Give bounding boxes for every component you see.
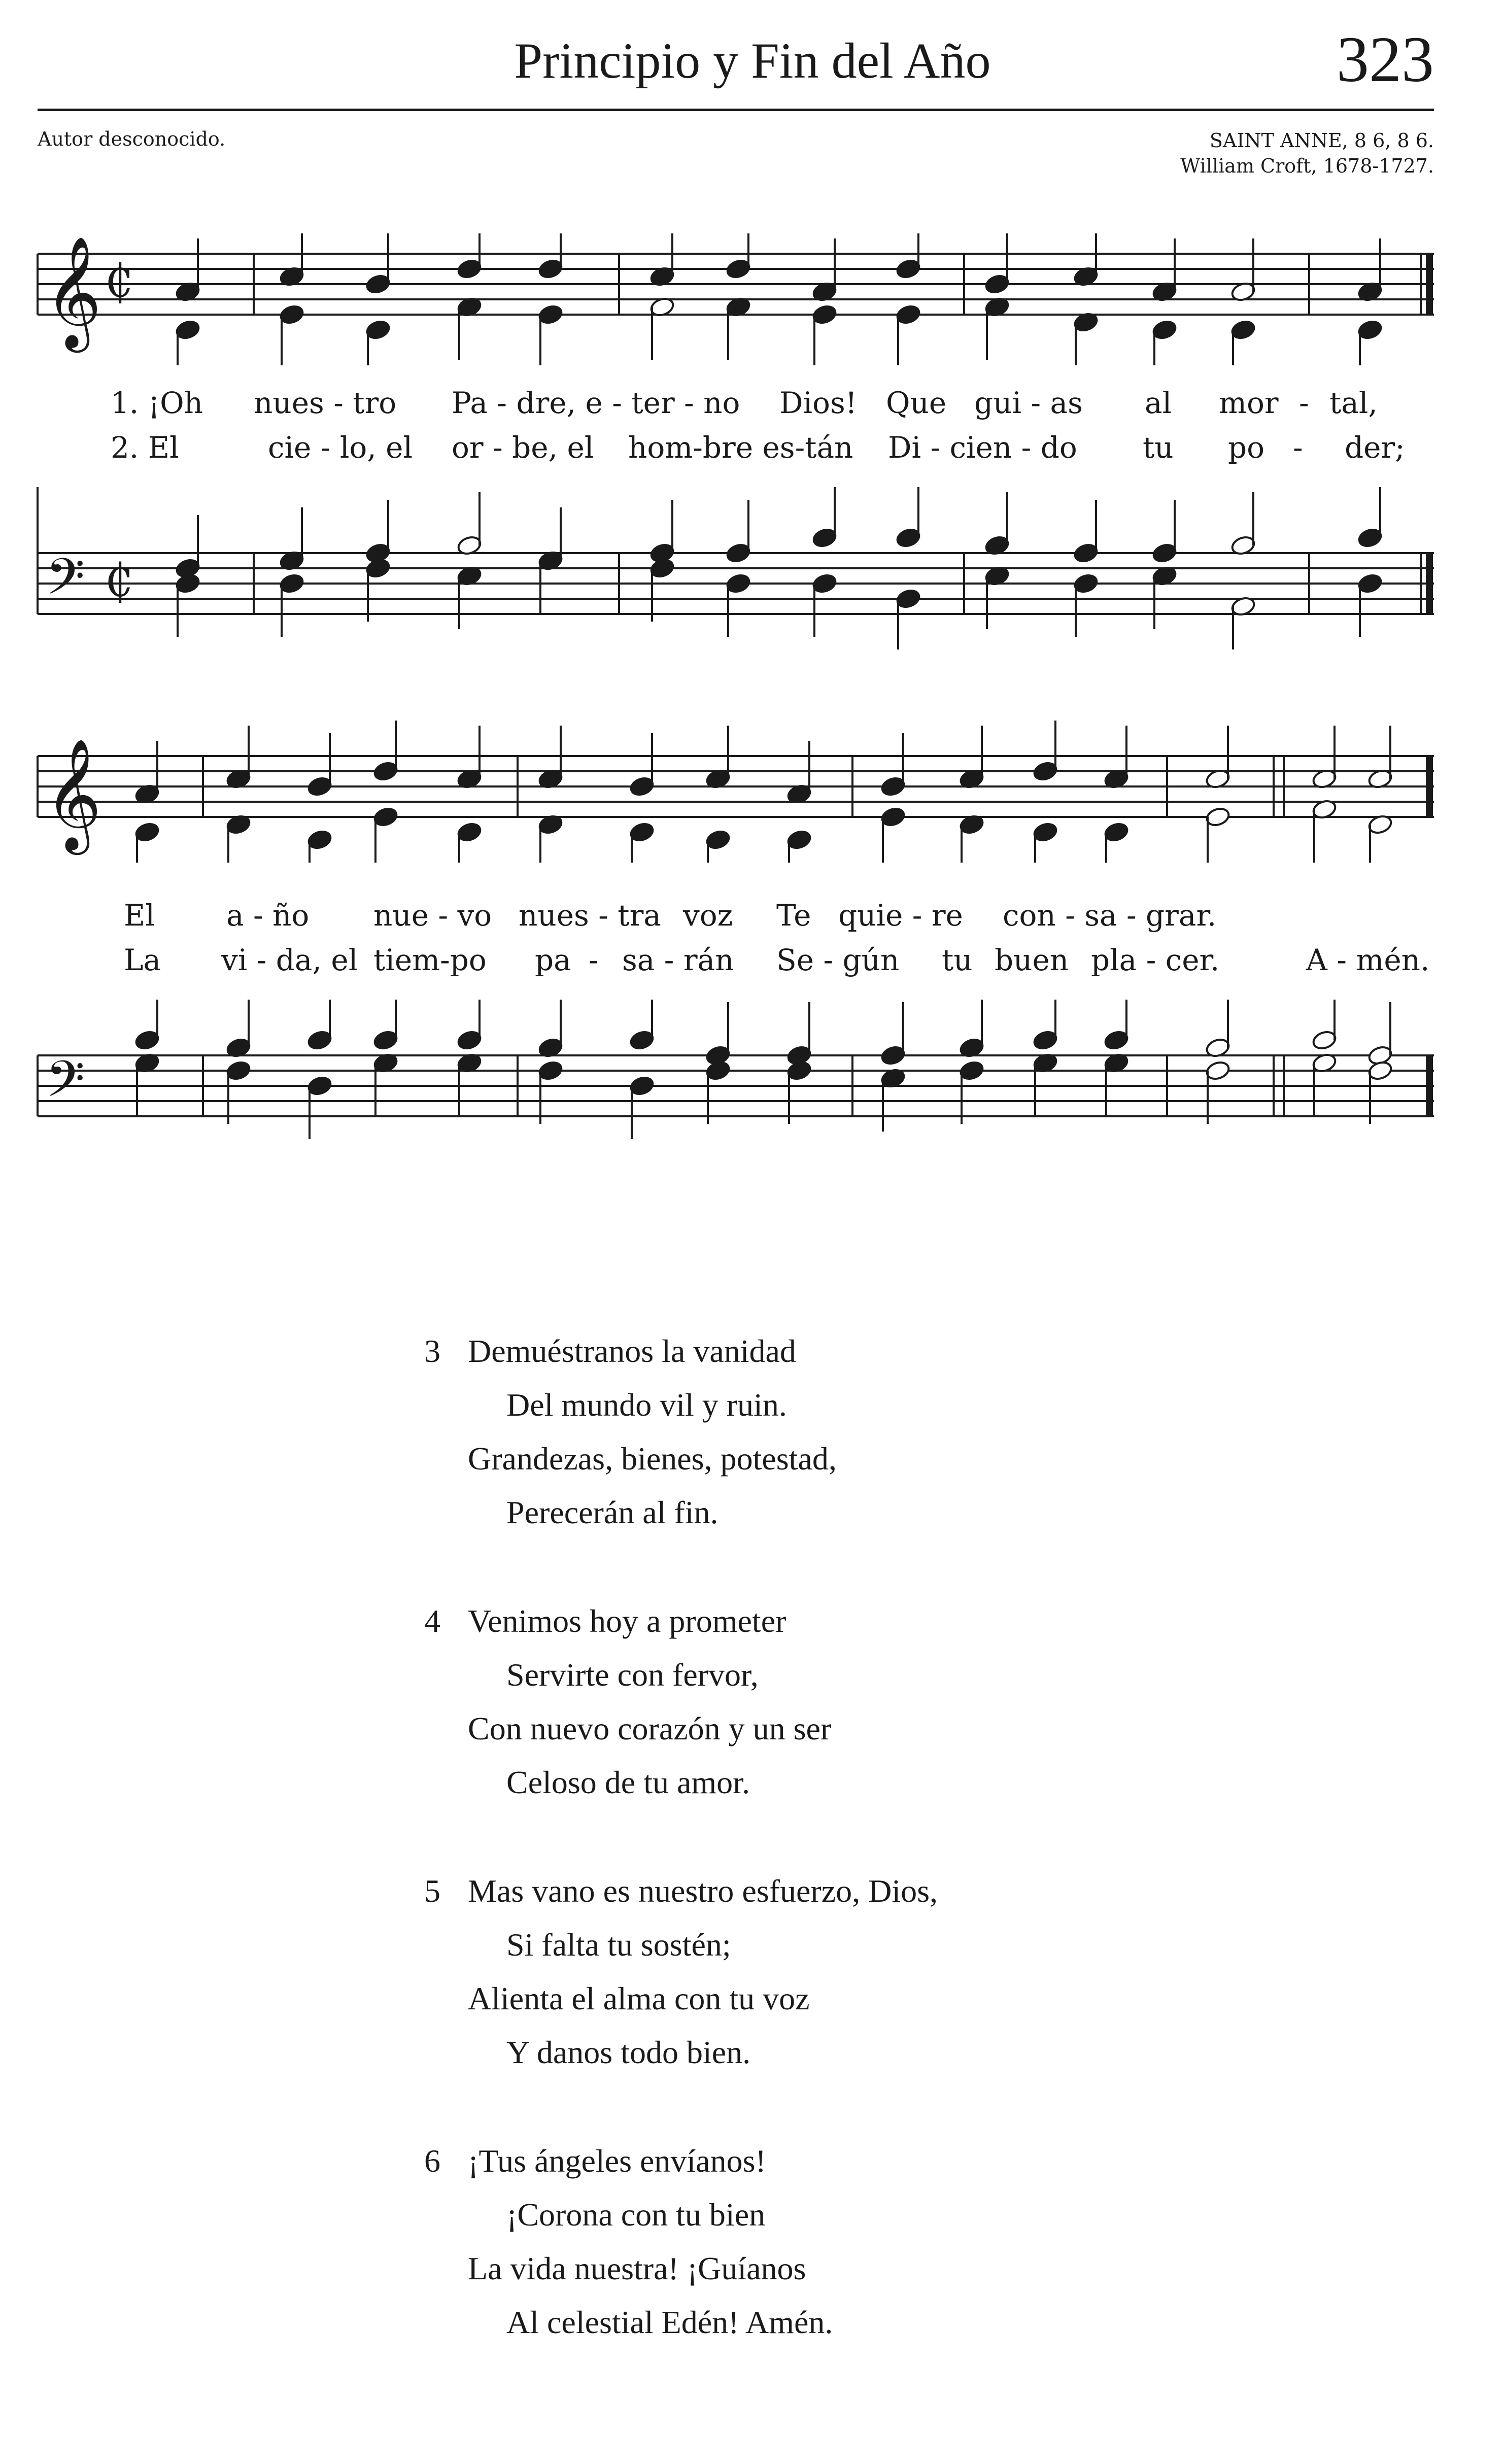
stanza-6 xyxy=(424,2134,938,2349)
verse-line: Si falta tu sostén; xyxy=(506,1927,731,1963)
syllable: Pa - dre, e - ter - no xyxy=(452,386,740,420)
syllable: - xyxy=(1299,386,1309,420)
bass-clef-icon: 𝄢 xyxy=(46,548,85,619)
syllable: voz xyxy=(683,898,733,933)
syllable: - xyxy=(589,943,599,977)
syllable: con - sa - grar. xyxy=(1003,898,1217,933)
verse-line: Y danos todo bien. xyxy=(506,2034,751,2070)
composer: William Croft, 1678-1727. xyxy=(1180,155,1434,177)
verse-line: Mas vano es nuestro esfuerzo, Dios, xyxy=(468,1873,938,1909)
verse-line: Demuéstranos la vanidad xyxy=(468,1333,796,1369)
syllable: mor xyxy=(1219,386,1279,420)
cut-time-icon: ₵ xyxy=(105,255,134,308)
syllable: buen xyxy=(995,943,1069,977)
verse-line: Del mundo vil y ruin. xyxy=(506,1387,787,1423)
syllable: po xyxy=(1228,430,1265,465)
verse-line: Al celestial Edén! Amén. xyxy=(506,2304,833,2340)
treble-staff-system-1 xyxy=(0,233,1505,365)
verse-line: Grandezas, bienes, potestad, xyxy=(468,1441,837,1477)
syllable: Se - gún xyxy=(776,943,900,977)
tune-info xyxy=(1180,128,1434,179)
syllable: nues - tro xyxy=(254,386,397,420)
verse-line: Alienta el alma con tu voz xyxy=(468,1980,810,2016)
syllable: der; xyxy=(1345,430,1405,465)
syllable: El xyxy=(124,898,155,933)
bass-staff-system-1 xyxy=(0,487,1505,649)
hymn-title: Principio y Fin del Año xyxy=(514,32,991,89)
syllable: tal, xyxy=(1329,386,1378,420)
lyrics-s2-v2 xyxy=(0,943,1505,988)
syllable: vi - da, el xyxy=(221,943,358,977)
lyrics-s1-v2 xyxy=(0,430,1505,476)
syllable: Te xyxy=(776,898,811,933)
syllable: 2. El xyxy=(111,430,179,465)
syllable: nues - tra xyxy=(519,898,661,933)
bass-staff-system-2 xyxy=(0,1000,1505,1152)
syllable: nue - vo xyxy=(373,898,492,933)
syllable: or - be, el xyxy=(452,430,594,465)
verse-line: La vida nuestra! ¡Guíanos xyxy=(468,2250,806,2286)
syllable: Dios! xyxy=(779,386,858,420)
stanza-number: 6 xyxy=(424,2143,440,2179)
tune-name: SAINT ANNE, 8 6, 8 6. xyxy=(1209,129,1434,152)
syllable: tu xyxy=(942,943,973,977)
stanza-3 xyxy=(424,1324,938,1539)
verse-line: Venimos hoy a prometer xyxy=(468,1603,786,1639)
lyrics-s1-v1 xyxy=(0,386,1505,431)
treble-clef-icon: 𝄞 xyxy=(45,738,102,850)
treble-staff-system-2 xyxy=(0,721,1505,863)
syllable: Di - cien - do xyxy=(888,430,1077,465)
bass-notes xyxy=(134,1000,1393,1139)
verse-line: ¡Tus ángeles envíanos! xyxy=(468,2143,766,2179)
header-rule xyxy=(38,109,1434,111)
bass-clef-icon: 𝄢 xyxy=(46,1050,85,1121)
syllable: gui - as xyxy=(974,386,1083,420)
syllable: Que xyxy=(886,386,947,420)
verse-line: Celoso de tu amor. xyxy=(506,1764,750,1800)
syllable: La xyxy=(124,943,161,977)
syllable: al xyxy=(1145,386,1172,420)
syllable: A - mén. xyxy=(1306,943,1430,977)
syllable: quie - re xyxy=(838,898,963,933)
stanza-number: 3 xyxy=(424,1333,440,1369)
syllable: pla - cer. xyxy=(1091,943,1220,977)
syllable: cie - lo, el xyxy=(268,430,413,465)
stanza-4 xyxy=(424,1594,938,1809)
hymn-number: 323 xyxy=(1337,23,1434,95)
verse-line: Perecerán al fin. xyxy=(506,1494,719,1530)
treble-clef-icon: 𝄞 xyxy=(45,235,102,348)
syllable: a - ño xyxy=(226,898,310,933)
syllable: - xyxy=(1293,430,1303,465)
verse-line: ¡Corona con tu bien xyxy=(506,2197,766,2233)
verse-line: Servirte con fervor, xyxy=(506,1657,759,1693)
syllable: hom-bre es-tán xyxy=(628,430,853,465)
stanza-number: 5 xyxy=(424,1873,440,1909)
verse-line: Con nuevo corazón y un ser xyxy=(468,1710,832,1747)
syllable: tiem-po xyxy=(373,943,487,977)
treble-notes xyxy=(134,721,1393,863)
lyrics-s2-v1 xyxy=(0,898,1505,944)
syllable: pa xyxy=(535,943,571,977)
stanza-number: 4 xyxy=(424,1603,440,1639)
stanza-5 xyxy=(424,1864,938,2079)
lyric-author: Autor desconocido. xyxy=(38,128,226,150)
syllable: sa - rán xyxy=(622,943,734,977)
syllable: tu xyxy=(1143,430,1174,465)
syllable: 1. ¡Oh xyxy=(111,386,203,420)
additional-verses xyxy=(424,1324,938,2404)
cut-time-icon: ₵ xyxy=(105,554,134,607)
